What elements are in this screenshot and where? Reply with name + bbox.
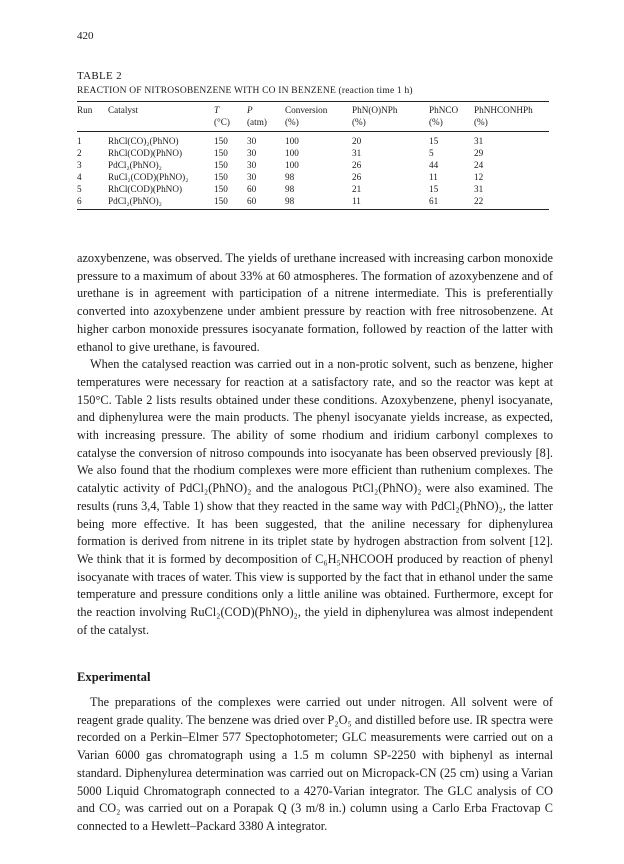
header-run: Run — [77, 105, 93, 115]
cell-isocyanate: 15 — [429, 184, 439, 194]
cell-catalyst: PdCl₂(PhNO)₂ — [108, 160, 162, 170]
cell-temperature: 150 — [214, 184, 228, 194]
cell-conversion: 100 — [285, 148, 299, 158]
table-bottom-rule — [77, 209, 549, 210]
cell-pressure: 60 — [247, 196, 257, 206]
cell-run: 4 — [77, 172, 82, 182]
cell-isocyanate: 44 — [429, 160, 439, 170]
cell-isocyanate: 11 — [429, 172, 438, 182]
table-row — [77, 147, 549, 159]
results-table — [77, 104, 549, 207]
unit-run — [77, 116, 108, 128]
cell-diphenylurea: 31 — [474, 184, 484, 194]
cell-run: 6 — [77, 196, 82, 206]
cell-temperature: 150 — [214, 148, 228, 158]
cell-run: 1 — [77, 136, 82, 146]
cell-conversion: 98 — [285, 196, 295, 206]
paragraph-nonprotic: When the catalysed reaction was carried out in a non-protic solvent, such as benzene, higher temperatures were necessary for reaction at a satisfactory rate, and so the reactor was kept at 150°C. Table 2 lists results obtained under these conditions. Azoxybenzene, phenyl isocyanate, and diphenylurea were the main products. The phenyl isocyanate yields increase, as expected, with increasing pressure. The ability of some rhodium and iridium carbonyl complexes to catalyse the conversion of nitroso compounds into isocyanate has been observed previously [8]. We also found that the rhodium complexes were more efficient than ruthenium complexes. The catalytic activity of PdCl₂(PhNO)₂ and the analogous PtCl₂(PhNO)₂ were also examined. The results (runs 3,4, Table 1) show that they reacted in the same way with PdCl₂(PhNO)₂, the latter being more effective. It has been suggested, that the aniline necessary for diphenylurea formation is derived from nitrene in its triplet state by hydrogen abstraction from solvent [12]. We think that it is formed by decomposition of C₆H₅NHCOOH produced by reaction of phenyl isocyanate with traces of water. This view is supported by the fact that in ethanol under the same temperature and pressure conditions only a little aniline was obtained. Furthermore, except for the reaction involving RuCl₂(COD)(PhNO)₂, the yield in diphenylurea was almost independent of the catalyst. — [77, 357, 553, 637]
cell-catalyst: RhCl(CO)₂(PhNO) — [108, 136, 179, 146]
cell-temperature: 150 — [214, 160, 228, 170]
cell-diphenylurea: 31 — [474, 136, 484, 146]
cell-temperature: 150 — [214, 136, 228, 146]
cell-azoxybenzene: 21 — [352, 184, 362, 194]
cell-pressure: 60 — [247, 184, 257, 194]
cell-azoxybenzene: 20 — [352, 136, 362, 146]
cell-conversion: 98 — [285, 184, 295, 194]
header-temperature: T — [214, 105, 220, 115]
main-text — [77, 250, 553, 639]
table-unit-row — [77, 116, 549, 128]
header-azoxybenzene: PhN(O)NPh — [352, 105, 398, 115]
cell-run: 5 — [77, 184, 82, 194]
paragraph-azoxybenzene: azoxybenzene, was observed. The yields of urethane increased with increasing carbon monoxide pressure to a maximum of about 33% at 60 atmospheres. The formation of azoxybenzene and of urethane is in agreement with participation of a nitrene intermediate. This is preferentially converted into azoxybenzene under ambient pressure by reaction with free nitrosobenzene. At higher carbon monoxide pressures isocyanate formation, followed by reaction of the latter with ethanol to give urethane, is favoured. — [77, 251, 553, 354]
cell-catalyst: RuCl₂(COD)(PhNO)₂ — [108, 172, 189, 182]
cell-pressure: 30 — [247, 136, 257, 146]
cell-isocyanate: 15 — [429, 136, 439, 146]
unit-isocyanate: (%) — [429, 117, 443, 127]
table-header-row — [77, 104, 549, 116]
cell-pressure: 30 — [247, 148, 257, 158]
table-caption: REACTION OF NITROSOBENZENE WITH CO IN BENZENE (reaction time 1 h) — [77, 86, 413, 96]
cell-run: 2 — [77, 148, 82, 158]
unit-pressure: (atm) — [247, 117, 267, 127]
table-row — [77, 171, 549, 183]
cell-temperature: 150 — [214, 196, 228, 206]
cell-azoxybenzene: 31 — [352, 148, 362, 158]
cell-run: 3 — [77, 160, 82, 170]
cell-azoxybenzene: 26 — [352, 160, 362, 170]
header-isocyanate: PhNCO — [429, 105, 459, 115]
cell-isocyanate: 61 — [429, 196, 439, 206]
cell-catalyst: RhCl(COD)(PhNO) — [108, 184, 183, 194]
cell-catalyst: RhCl(COD)(PhNO) — [108, 148, 183, 158]
cell-conversion: 100 — [285, 136, 299, 146]
header-pressure: P — [247, 105, 253, 115]
table-row — [77, 183, 549, 195]
unit-catalyst — [108, 116, 214, 128]
cell-pressure: 30 — [247, 172, 257, 182]
header-diphenylurea: PhNHCONHPh — [474, 105, 533, 115]
header-catalyst: Catalyst — [108, 105, 139, 115]
table-top-rule — [77, 101, 549, 102]
cell-diphenylurea: 29 — [474, 148, 484, 158]
cell-conversion: 98 — [285, 172, 295, 182]
unit-azoxybenzene: (%) — [352, 117, 366, 127]
paragraph-experimental: The preparations of the complexes were carried out under nitrogen. All solvent were of reagent grade quality. The benzene was dried over P₂O₅ and distilled before use. IR spectra were recorded on a Perkin–Elmer 577 Spectophotometer; GLC measurements were carried out on a Varian 6000 gas chromatograph using a 1.5 m column SP-2250 with biphenyl as internal standard. Diphenylurea determination was carried out on Micropack-CN (25 cm) using a Varian 5000 Liquid Chromatograph connected to a 4270-Varian integrator. The GLC analysis of CO and CO₂ was carried out on a Porapak Q (3 m/8 in.) column using a Carlo Erba Fractovap C connected to a Hewlett–Packard 3380 A integrator. — [77, 695, 553, 833]
cell-conversion: 100 — [285, 160, 299, 170]
page-number: 420 — [77, 30, 94, 42]
unit-diphenylurea: (%) — [474, 117, 488, 127]
unit-temperature: (°C) — [214, 117, 230, 127]
experimental-text — [77, 694, 553, 836]
cell-temperature: 150 — [214, 172, 228, 182]
table-row — [77, 135, 549, 147]
cell-catalyst: PdCl₂(PhNO)₂ — [108, 196, 162, 206]
cell-pressure: 30 — [247, 160, 257, 170]
cell-isocyanate: 5 — [429, 148, 434, 158]
cell-diphenylurea: 12 — [474, 172, 484, 182]
unit-conversion: (%) — [285, 117, 299, 127]
table-row — [77, 159, 549, 171]
table-row — [77, 195, 549, 207]
cell-diphenylurea: 24 — [474, 160, 484, 170]
header-conversion: Conversion — [285, 105, 328, 115]
section-heading-experimental: Experimental — [77, 670, 151, 684]
cell-azoxybenzene: 26 — [352, 172, 362, 182]
table-title: TABLE 2 — [77, 70, 122, 82]
cell-azoxybenzene: 11 — [352, 196, 361, 206]
cell-diphenylurea: 22 — [474, 196, 484, 206]
